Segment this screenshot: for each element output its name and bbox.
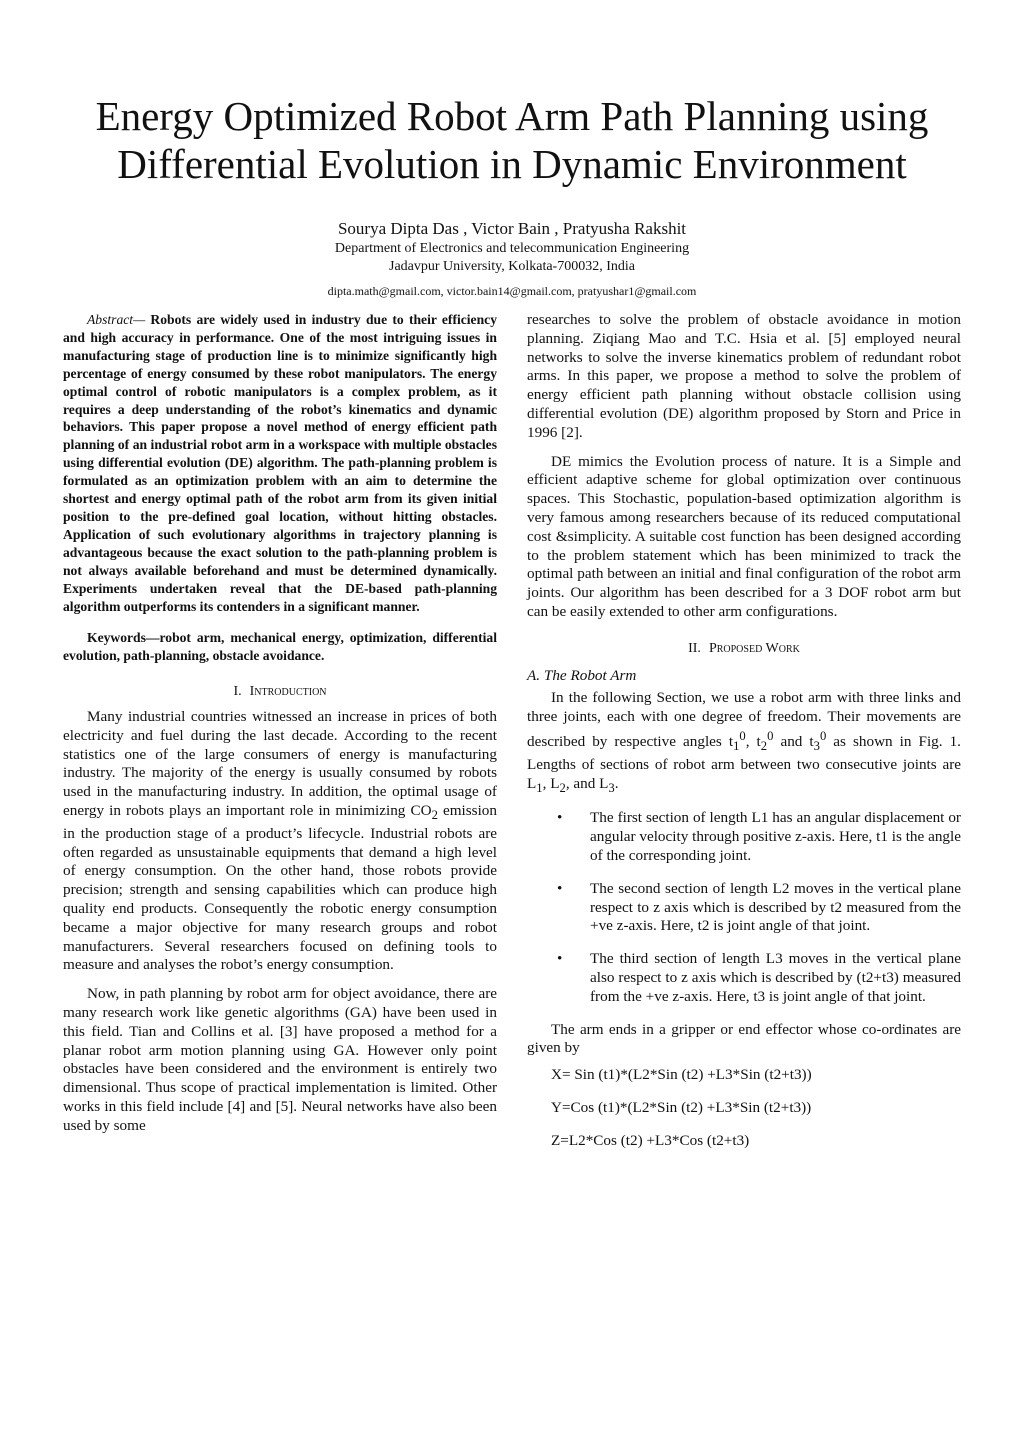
subscript: 1 [733, 739, 740, 754]
section-title: Proposed Work [708, 640, 800, 656]
equation-x: X= Sin (t1)*(L2*Sin (t2) +L3*Sin (t2+t3)) [551, 1066, 812, 1084]
list-item-text: The third section of length L3 moves in the vertical plane also respect to z axis which is described by (t2+t3) measured from the +ve z-axis. Here, t3 is joint angle of that joint. [590, 950, 961, 1005]
joint-description-list [527, 809, 961, 1006]
author-emails: dipta.math@gmail.com, victor.bain14@gmail.com, pratyushar1@gmail.com [327, 284, 697, 298]
subscript: 3 [608, 780, 615, 795]
author-university: Jadavpur University, Kolkata-700032, India [389, 259, 635, 274]
intro-paragraph-1 [63, 708, 497, 975]
subscript: 2 [760, 739, 768, 754]
list-item [527, 809, 961, 865]
author-block [40, 218, 984, 300]
abstract-lead: Abstract— [87, 312, 146, 327]
author-department: Department of Electronics and telecommunication Engineering [334, 241, 690, 256]
superscript: 0 [767, 728, 774, 743]
superscript: 0 [739, 728, 746, 743]
title-line-2: Differential Evolution in Dynamic Environment [117, 141, 907, 187]
text-run: . [614, 774, 619, 792]
subscript: 2 [559, 780, 566, 795]
list-item [527, 880, 961, 936]
bullet-dot: • [557, 809, 563, 827]
list-item-text: The second section of length L2 moves in the vertical plane respect to z axis which is described by t2 measured from the +ve z-axis. Here, t2 is joint angle of that joint. [590, 879, 961, 935]
bullet-dot: • [557, 879, 563, 897]
author-names: Sourya Dipta Das , Victor Bain , Pratyusha Rakshit [337, 219, 687, 238]
text-run: In the following Section, we use a robot arm with three links and three joints, each with one degree of freedom. Their movements are described by respective angles t [527, 689, 961, 750]
bullet-dot: • [557, 950, 563, 968]
subsection-heading-robot-arm: A. The Robot Arm [527, 666, 637, 684]
intro-p1-text-a: Many industrial countries witnessed an increase in prices of both electricity and fuel during the last decade. According to the recent statistics one of the large consumers of energy is manufacturing industry. The majority of the energy is usually consumed by robots used in the manufacturing industry. In addition, the optimal usage of energy in robots plays an important role in minimizing CO [63, 708, 497, 819]
abstract-text: Robots are widely used in industry due to their efficiency and high accuracy in performance. One of the most intriguing issues in manufacturing stage of production line is to minimize significantly high percentage of energy consumed by these robot manipulators. The energy optimal control of robotic manipulators is a complex problem, as it requires a deep understanding of the robot’s kinematics and dynamic behaviors. This paper propose a novel method of energy efficient path planning of an industrial robot arm in a workspace with multiple obstacles using differential evolution (DE) algorithm. The path-planning problem is formulated as an optimization problem with an aim to determine the shortest and energy optimal path of the robot arm from its given initial position to the pre-defined goal location, without hitting obstacles. Application of such evolutionary algorithms in trajectory planning is advantageous because the exact solution to the path-planning problem is not always available beforehand and must be determined dynamically. Experiments undertaken reveal that the DE-based path-planning algorithm outperforms its contenders in a significant manner. [63, 312, 497, 614]
list-item [527, 950, 961, 1006]
robot-arm-paragraph [527, 689, 961, 797]
equation-z: Z=L2*Cos (t2) +L3*Cos (t2+t3) [551, 1131, 750, 1149]
section-title: Introduction [249, 684, 327, 700]
text-run: as shown in Fig. 1. Lengths of sections of robot arm between two consecutive joints are L [527, 733, 961, 792]
subscript: 1 [536, 780, 543, 795]
equation-y: Y=Cos (t1)*(L2*Sin (t2) +L3*Sin (t2+t3)) [551, 1099, 812, 1117]
section-number: I. [233, 684, 242, 700]
section-heading-proposed-work [527, 640, 961, 659]
text-run: , t [745, 733, 761, 750]
text-run: , L [542, 774, 560, 792]
intro-paragraph-4: DE mimics the Evolution process of nature. It is a Simple and efficient adaptive scheme for global optimization over continuous spaces. This Stochastic, population-based optimization algorithm is very famous among researchers because of its reduced computational cost &simplicity. A suitable cost function has been designed according to the problem statement which has been minimized to track the optimal path between an initial and final configuration of the robot arm joints. Our algorithm has been described for a 3 DOF robot arm but can be easily extended to other arm configurations. [527, 452, 961, 620]
superscript: 0 [819, 728, 827, 743]
intro-paragraph-2: Now, in path planning by robot arm for object avoidance, there are many research work like genetic algorithms (GA) have been used in this field. Tian and Collins et al. [3] have proposed a method for a planar robot arm motion planning using GA. However only point obstacles have been considered and the environment is entirely two dimensional. Thus scope of practical implementation is limited. Other works in this field include [4] and [5]. Neural networks have also been used by some [63, 985, 497, 1134]
paper-title [40, 92, 984, 188]
intro-paragraph-3: researches to solve the problem of obstacle avoidance in motion planning. Ziqiang Mao and T.C. Hsia et al. [5] employed neural networks to solve the inverse kinematics problem of redundant robot arms. In this paper, we propose a method to solve the problem of energy efficient path planning without obstacle collision using differential evolution (DE) algorithm proposed by Storn and Price in 1996 [2]. [527, 311, 961, 441]
left-column [63, 311, 497, 1136]
list-item-text: The first section of length L1 has an angular displacement or angular velocity through positive z-axis. Here, t1 is the angle of the corresponding joint. [590, 809, 961, 865]
text-run: and t [773, 733, 814, 750]
intro-p1-text-b: emission in the production stage of a product’s lifecycle. Industrial robots are often regarded as unsustainable equipments that demand a high level of energy consumption. On the other hand, those robots provide precision; strength and sensing capabilities which can produce high quality end products. Consequently the robotic energy consumption became a major objective for many research groups and robot manufacturers. Several researchers focused on defining tools to measure and analyses the robot’s energy consumption. [63, 802, 497, 974]
section-number: II. [688, 640, 701, 656]
right-column [527, 311, 961, 1165]
title-line-1: Energy Optimized Robot Arm Path Planning using [95, 93, 929, 139]
text-run: , and L [565, 774, 609, 792]
end-effector-paragraph: The arm ends in a gripper or end effector whose co-ordinates are given by [527, 1020, 961, 1057]
subscript: 3 [813, 739, 820, 754]
abstract [63, 311, 497, 615]
section-heading-introduction [63, 683, 497, 702]
co2-subscript: 2 [431, 808, 438, 823]
keywords: Keywords—robot arm, mechanical energy, optimization, differential evolution, path-planning, obstacle avoidance. [63, 630, 497, 664]
